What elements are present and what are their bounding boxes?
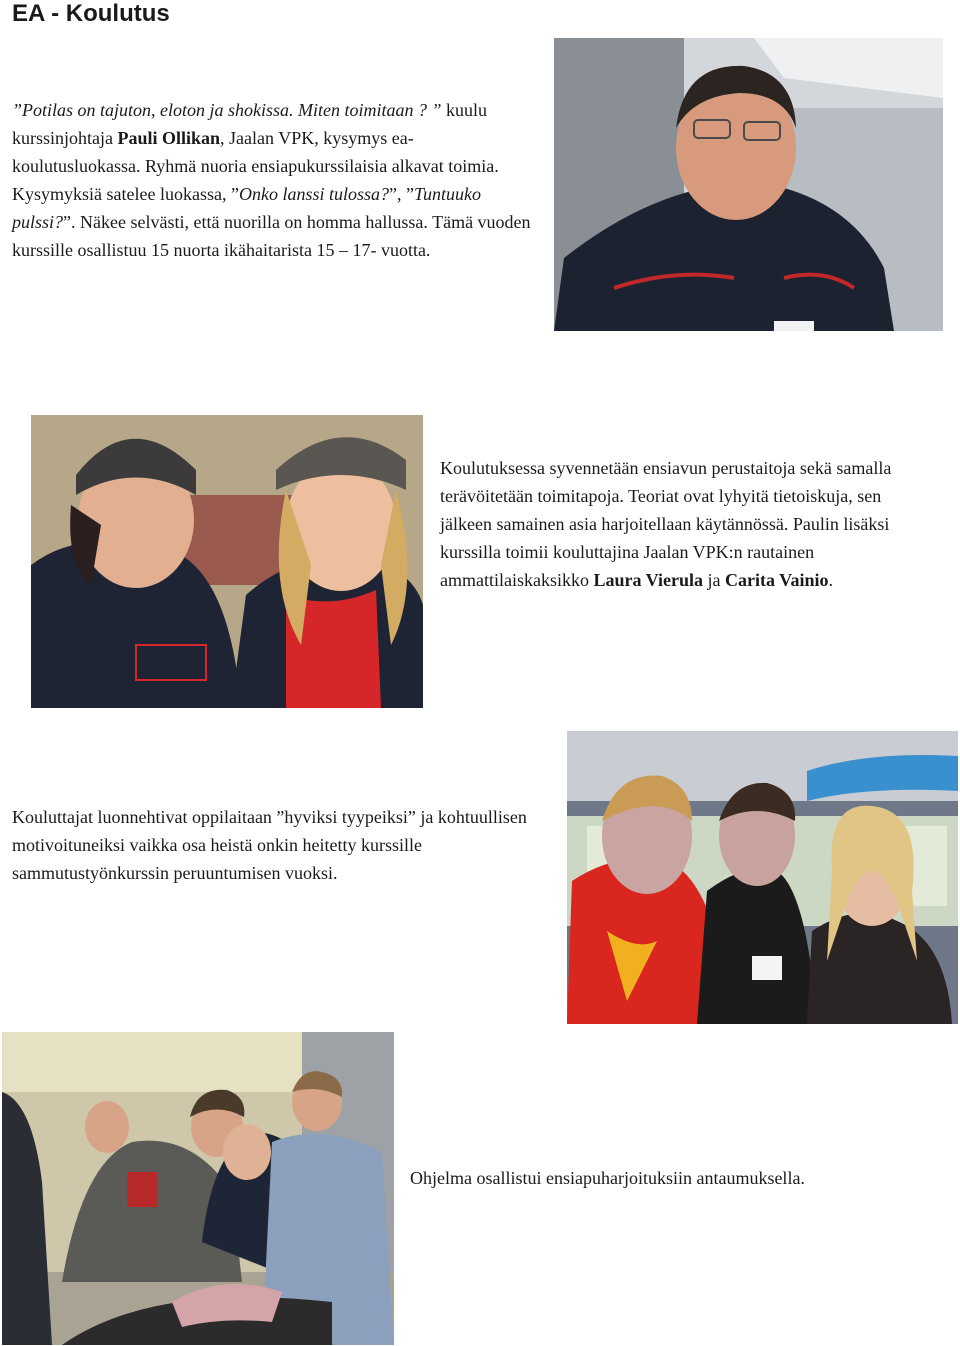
- photo-instructor: [554, 38, 943, 331]
- intro-text-4: ”. Näkee selvästi, että nuorilla on homma hallussa. Tämä vuoden kurssille osallistuu 15 nuorta ikähaitarista 15 – 17- vuotta.: [12, 212, 531, 260]
- page-title: EA - Koulutus: [12, 0, 170, 27]
- intro-quote: ”Potilas on tajuton, eloton ja shokissa. Miten toimitaan ? ”: [12, 100, 442, 120]
- photo-first-aid-exercise: [2, 1032, 394, 1345]
- instructor-name: Pauli Ollikan: [117, 128, 221, 148]
- training-text-1: Koulutuksessa syvennetään ensiavun perustaitoja sekä samalla terävöitetään toimitapoja. Teoriat ovat lyhyitä tietoiskuja, sen jälkeen samainen asia harjoitellaan käytännössä. Paulin lisäksi kurssilla toimii kouluttajina Jaalan VPK:n rautainen ammattilaiskaksikko: [440, 458, 892, 590]
- photo-students-in-van: [567, 731, 958, 1024]
- intro-text-3: ”, ”: [388, 184, 414, 204]
- training-paragraph: [440, 454, 910, 594]
- training-text-3: .: [828, 570, 834, 590]
- intro-paragraph: [12, 96, 542, 264]
- exercise-caption: Ohjelma osallistui ensiapuharjoituksiin antaumuksella.: [410, 1168, 805, 1188]
- intro-question-pulse: Tuntuuko pulssi?: [12, 184, 481, 232]
- trainers-opinion-paragraph: Kouluttajat luonnehtivat oppilaitaan ”hyviksi tyypeiksi” ja kohtuullisen motivoituneiksi vaikka osa heistä onkin heitetty kurssille sammutustyönkurssin peruuntumisen vuoksi.: [12, 807, 527, 883]
- training-text-2: ja: [703, 570, 725, 590]
- intro-question-ambulance: Onko lanssi tulossa?: [238, 184, 389, 204]
- intro-text-1: kuulu kurssinjohtaja: [12, 100, 488, 148]
- intro-text-2: , Jaalan VPK, kysymys ea-koulutusluokassa. Ryhmä nuoria ensiapukurssilaisia alkavat toimia. Kysymyksiä satelee luokassa, ”: [12, 128, 499, 204]
- trainer-name-carita: Carita Vainio: [725, 570, 829, 590]
- trainer-name-laura: Laura Vierula: [593, 570, 703, 590]
- photo-trainers-laura-carita: [31, 415, 423, 708]
